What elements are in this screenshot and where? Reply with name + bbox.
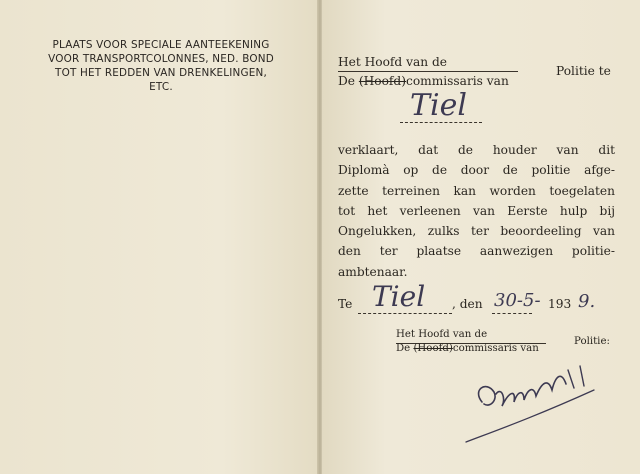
place-rule	[400, 122, 482, 123]
body-line: verklaart, dat de houder van dit	[338, 143, 615, 157]
dateline-year-printed: 193	[548, 297, 572, 311]
body-line: ambtenaar.	[338, 264, 408, 279]
header-rule	[338, 71, 518, 72]
handwritten-place: Tiel	[410, 88, 467, 123]
body-line: tot het verleenen van Eerste hulp bij	[338, 203, 615, 218]
heading-line: TOT HET REDDEN VAN DRENKELINGEN,	[55, 67, 267, 79]
dateline-den: , den	[452, 297, 483, 311]
declaration-paragraph	[338, 140, 615, 282]
dateline-prefix: Te	[338, 297, 353, 311]
body-line: den ter plaatse aanwezigen politie-	[338, 244, 615, 259]
body-line: Diplomà op de door de politie afge-	[338, 163, 615, 178]
footer-de: De	[396, 343, 411, 354]
heading-line: ETC.	[149, 81, 173, 93]
header-de: De	[338, 74, 355, 88]
footer-line-2	[396, 343, 539, 354]
handwritten-signature	[462, 360, 612, 444]
dateline-date-rule	[492, 313, 532, 314]
header-suffix: Politie te	[556, 64, 611, 78]
body-line: Ongelukken, zulks ter beoordeeling van	[338, 224, 615, 239]
header-commissaris: commissaris van	[406, 74, 509, 88]
dateline-year-hand: 9.	[578, 291, 596, 312]
heading-line: PLAATS VOOR SPECIALE AANTEEKENING	[52, 39, 270, 51]
header-line-2	[338, 74, 509, 88]
header-line-1	[338, 55, 447, 69]
dateline-place-rule	[358, 313, 452, 314]
header-struck-word: (Hoofd)	[358, 74, 406, 88]
dateline-place: Tiel	[372, 280, 426, 313]
footer-commissaris: commissaris van	[452, 343, 539, 354]
signature-text: Aquard	[522, 410, 526, 411]
footer-struck-word: (Hoofd)	[413, 343, 453, 354]
left-page-heading	[16, 38, 306, 94]
heading-line: VOOR TRANSPORTCOLONNES, NED. BOND	[48, 53, 274, 65]
header-title: Het Hoofd van de	[338, 55, 447, 69]
footer-politie: Politie:	[574, 336, 610, 347]
body-line: zette terreinen kan worden toegelaten	[338, 183, 615, 198]
footer-title: Het Hoofd van de	[396, 329, 488, 340]
dateline-date: 30-5-	[494, 290, 541, 311]
